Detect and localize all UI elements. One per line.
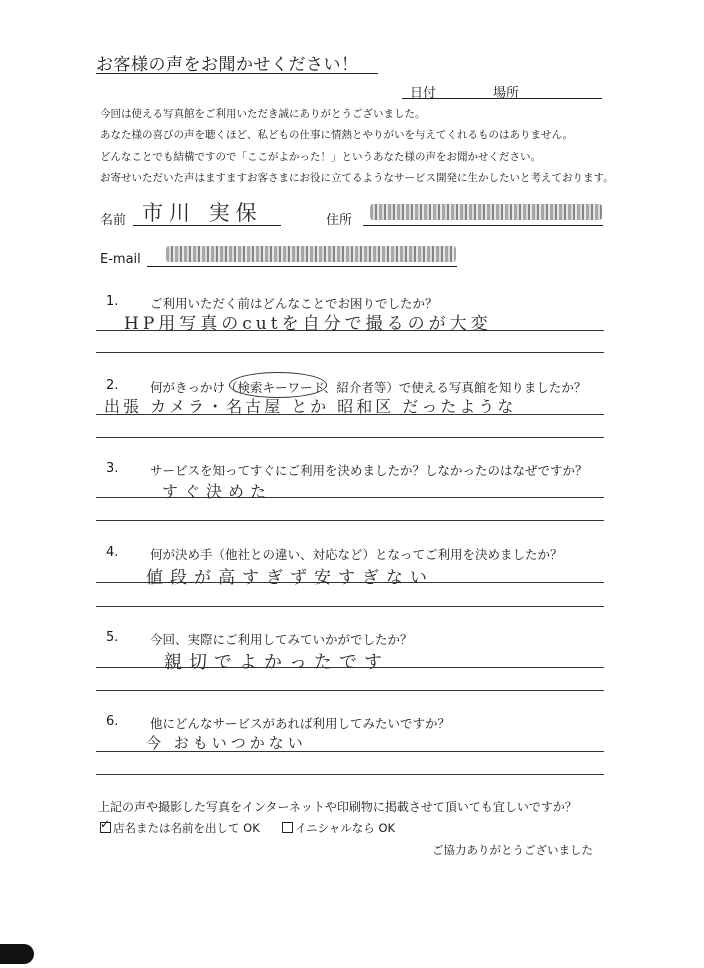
q3-answer: すぐ決めた [162,482,273,501]
date-label: 日付 [410,86,437,101]
q3-answer-line-1 [96,497,604,498]
email-line [147,266,457,267]
q3-answer-line-2 [96,520,604,521]
thanks-message: ご協力ありがとうございました [432,843,593,857]
name-line [133,225,281,226]
q6-text: 他にどんなサービスがあれば利用してみたいですか？ [150,716,451,731]
publish-permission-question: 上記の声や撮影した写真をインターネットや印刷物に掲載させて頂いても宜しいですか？ [98,800,577,814]
q6-answer: 今 おもいつかない [146,734,307,752]
q2-answer: 出張 カメラ・名古屋 とか 昭和区 だったような [104,397,517,416]
q1-answer: HP用写真のcutを自分で撮るのが大変 [124,314,492,334]
q2-answer-line-2 [96,437,604,438]
name-label: 名前 [100,213,127,228]
q5-text: 今回、実際にご利用してみていかがでしたか？ [150,632,413,647]
q2-number: 2. [106,378,119,393]
checkbox-full-name[interactable] [100,817,111,833]
intro-line-3: どんなことでも結構ですので「ここがよかった！」というあなた様の声をお聞かせください。 [100,151,541,163]
q1-number: 1. [106,294,119,309]
option-initial[interactable] [282,820,395,836]
q2-answer-line-1 [96,414,604,415]
form-title: お客様の声をお聞かせください！ [96,55,359,75]
q1-answer-line-2 [96,352,604,353]
q5-answer-line-1 [96,667,604,668]
q4-text: 何が決め手（他社との違い、対応など）となってご利用を決めましたか？ [150,547,563,562]
name-value: 市川 実保 [142,201,263,225]
address-redacted [370,204,602,220]
address-label: 住所 [326,213,353,228]
checkbox-initial[interactable] [282,822,293,833]
q6-answer-line-1 [96,751,604,752]
email-redacted [166,246,456,262]
q3-number: 3. [106,461,119,476]
option-full-name[interactable] [100,817,260,836]
q5-number: 5. [106,630,119,645]
q3-text: サービスを知ってすぐにご利用を決めましたか？しなかったのはなぜですか？ [150,463,588,478]
place-label: 場所 [493,86,520,101]
address-line [363,225,603,226]
q2-text: 何がきっかけ（検索キーワード、紹介者等）で使える写真館を知りましたか？ [150,380,587,395]
q4-number: 4. [106,545,119,560]
date-place-line [402,98,602,99]
option-initial-label: イニシャルなら OK [295,821,396,835]
intro-line-2: あなた様の喜びの声を聴くほど、私どもの仕事に情熱とやりがいを与えてくれるものはありません。 [100,129,574,141]
q4-answer: 値段が高すぎず安すぎない [146,568,434,588]
check-mark-icon: ✓ [100,817,111,831]
q4-answer-line-2 [96,606,604,607]
title-underline [96,73,378,74]
option-full-name-label: 店名または名前を出して OK [113,821,260,835]
q4-answer-line-1 [96,582,604,583]
q5-answer-line-2 [96,690,604,691]
q5-answer: 親切でよかったです [164,652,389,673]
punch-hole-mark [0,944,34,964]
email-label: E-mail [100,252,141,267]
q6-answer-line-2 [96,774,604,775]
q1-text: ご利用いただく前はどんなことでお困りでしたか？ [150,296,438,311]
q6-number: 6. [106,714,119,729]
intro-line-4: お寄せいただいた声はますますお客さまにお役に立てるようなサービス開発に生かしたいと考えております。 [100,172,614,184]
q1-answer-line-1 [96,330,604,331]
intro-line-1: 今回は使える写真館をご利用いただき誠にありがとうございました。 [100,108,426,120]
